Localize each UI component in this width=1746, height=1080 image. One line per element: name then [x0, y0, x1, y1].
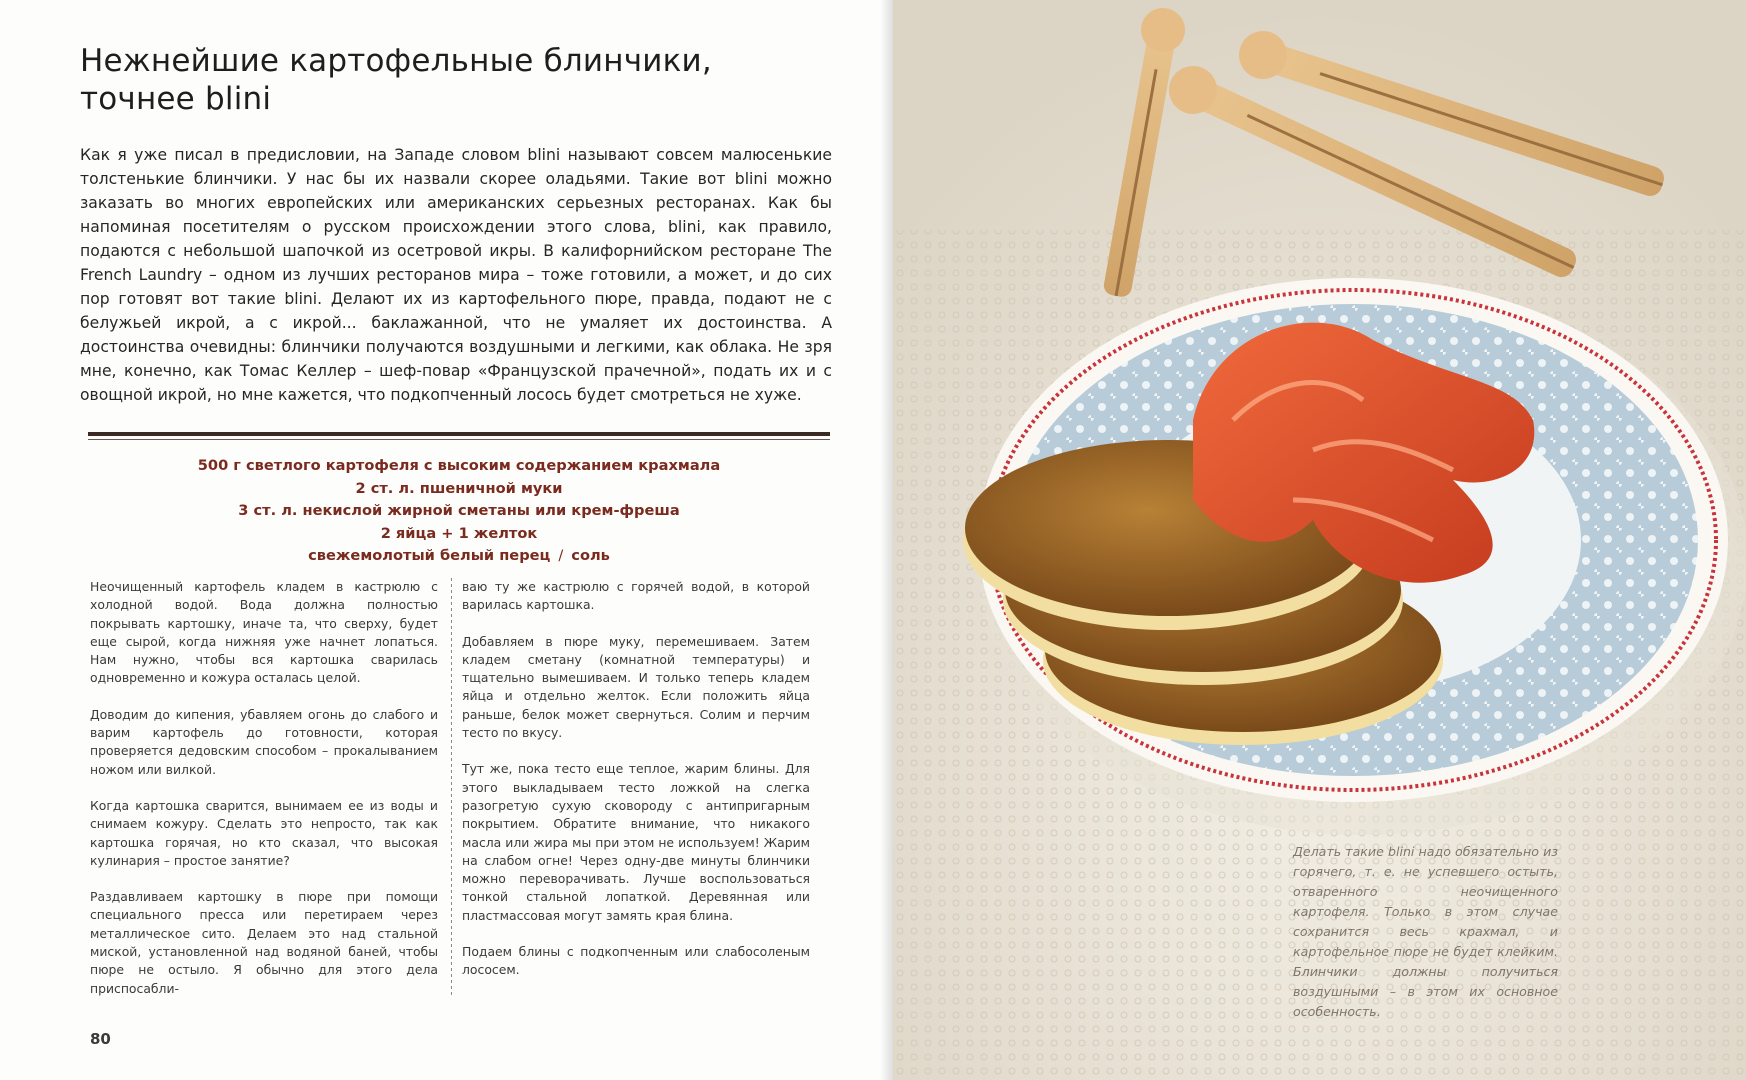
- food-photo: [893, 0, 1746, 1080]
- page-number: 80: [90, 1030, 111, 1048]
- recipe-title: [80, 42, 840, 118]
- recipe-title-line1: Нежнейшие картофельные блинчики,: [80, 43, 712, 79]
- column-divider: [451, 578, 452, 998]
- step-paragraph: Раздавливаем картошку в пюре при помощи специального пресса или перетираем через металлическое сито. Делаем это над стальной миской, установленной над водяной баней, чтобы пюре не остыло. Я обычно для этого дела приспосабли-: [90, 889, 438, 996]
- step-paragraph: Тут же, пока тесто еще теплое, жарим блины. Для этого выкладываем тесто ложкой на слегка разогретую сухую сковороду с антипригарным покрытием. Обратите внимание, что никакого масла или жира мы при этом не используем! Жарим на слабом огне! Через одну-две минуты блинчики можно переворачивать. Лучше воспользоваться тонкой стальной лопаткой. Деревянная или пластмассовая могут замять края блина.: [462, 761, 810, 923]
- divider-thick: [88, 432, 830, 436]
- recipe-title-line2: точнее blini: [80, 81, 272, 117]
- ingredient-salt: соль: [571, 547, 610, 564]
- step-paragraph: Доводим до кипения, убавляем огонь до слабого и варим картофель до готовности, которая проверяется дедовским способом – прокалыванием ножом или вилкой.: [90, 706, 438, 777]
- ingredient-eggs: 2 яйца + 1 желток: [380, 524, 538, 542]
- ingredient-sour-cream: 3 ст. л. некислой жирной сметаны или крем-фреша: [238, 502, 680, 519]
- step-paragraph: Добавляем в пюре муку, перемешиваем. Затем кладем сметану (комнатной температуры) и тщательно вымешиваем. И только теперь кладем яйца и отдельно желток. Если положить яйца раньше, белок может свернуться. Солим и перчим тесто по вкусу.: [462, 633, 810, 741]
- ingredient-pepper: свежемолотый белый перец: [308, 547, 551, 564]
- ingredients-list: [88, 455, 830, 568]
- ingredient-potatoes: 500 г светлого картофеля с высоким содержанием крахмала: [197, 457, 721, 474]
- ingredient-separator: /: [558, 547, 564, 564]
- step-paragraph: Неочищенный картофель кладем в кастрюлю с холодной водой. Вода должна полностью покрывать картошку, иначе та, что сверху, будет еще сырой, когда нижняя уже начнет лопаться. Нам нужно, чтобы вся картошка сварилась одновременно и кожура осталась целой.: [90, 579, 438, 686]
- step-paragraph: ваю ту же кастрюлю с горячей водой, в которой варилась картошка.: [462, 579, 810, 613]
- ingredient-flour: 2 ст. л. пшеничной муки: [355, 479, 563, 497]
- photo-caption: Делать такие blini надо обязательно из горячего, т. е. не успевшего остыть, отваренного неочищенного картофеля. Только в этом случае сохранится весь крахмал, и картофельное пюре не будет клейким. Блинчики должны получиться воздушными – в этом их основное особенность.: [1293, 844, 1558, 1019]
- ingredient-seasoning: [88, 545, 830, 568]
- recipe-intro: Как я уже писал в предисловии, на Западе словом blini называют совсем малюсенькие толстенькие блинчики. У нас бы их назвали скорее оладьями. Такие вот blini можно заказать во многих европейских или американских серьезных ресторанах. Как бы напоминая посетителям о русском происхождении этого слова, blini, как правило, подаются с небольшой шапочкой из осетровой икры. В калифорнийском ресторане The French Laundry – одном из лучших ресторанов мира – тоже готовили, а может, и до сих пор готовят вот такие blini. Делают их из картофельного пюре, правда, подают не с белужьей икрой, а с икрой... баклажанной, что не умаляет их достоинства. А достоинства очевидны: блинчики получаются воздушными и легкими, как облака. Не зря мне, конечно, как Томас Келлер – шеф-повар «Французской прачечной», подать их и с овощной икрой, но мне кажется, что подкопченный лосось будет смотреться не хуже.: [80, 146, 832, 404]
- step-paragraph: Подаем блины с подкопченным или слабосоленым лососем.: [462, 944, 810, 978]
- step-paragraph: Когда картошка сварится, вынимаем ее из воды и снимаем кожуру. Сделать это непросто, так как картошка горячая, но кто сказал, что высокая кулинария – простое занятие?: [90, 797, 438, 868]
- divider-thin: [88, 439, 830, 440]
- steps-column-1: [90, 578, 438, 1016]
- steps-column-2: [462, 578, 810, 998]
